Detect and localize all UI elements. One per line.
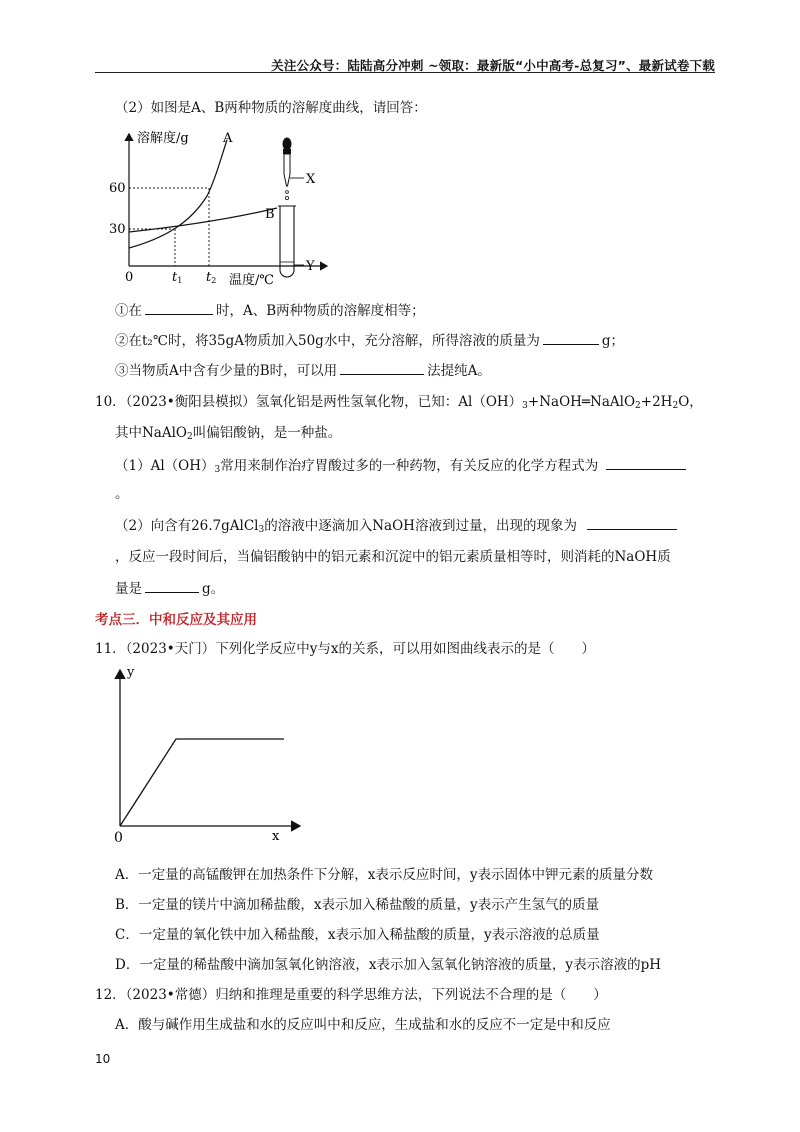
graph-xlabel: x (272, 829, 280, 844)
graph-origin: 0 (114, 830, 123, 846)
page-header: 关注公众号：陆陆高分冲刺 ~领取：最新版“小中高考-总复习”、最新试卷下载 (271, 58, 715, 73)
q12-option-a: A．酸与碱作用生成盐和水的反应叫中和反应，生成盐和水的反应不一定是中和反应 (115, 1017, 611, 1033)
q11-graph (100, 660, 310, 850)
graph-line (120, 739, 284, 826)
dropper-tube (284, 154, 290, 186)
answer-blank[interactable] (543, 332, 599, 345)
q11-option-d: D．一定量的稀盐酸中滴加氢氧化钠溶液，x表示加入氢氧化钠溶液的质量，y表示溶液的pH (115, 957, 661, 973)
dropper-apparatus (270, 134, 330, 284)
label-y: Y (306, 259, 315, 274)
dropper-neck (283, 149, 291, 154)
label-x: X (306, 172, 316, 187)
y-tick-30: 30 (109, 222, 126, 237)
q11-option-a: A．一定量的高锰酸钾在加热条件下分解，x表示反应时间，y表示固体中钾元素的质量分数 (115, 867, 653, 883)
x-tick-t1: t1 (172, 270, 183, 285)
answer-blank[interactable] (145, 580, 199, 593)
q9-sub3: ③当物质A中含有少量的B时，可以用 法提纯A。 (115, 363, 491, 379)
q10-part1-end: 。 (115, 486, 129, 502)
curve-b (129, 208, 277, 232)
q11-stem: 11．（2023•天门）下列化学反应中y与x的关系，可以用如图曲线表示的是（ ） (95, 641, 595, 657)
answer-blank[interactable] (606, 457, 686, 470)
curve-a (129, 140, 227, 248)
header-rule (95, 72, 715, 73)
page-number: 10 (95, 1052, 111, 1066)
drop (286, 191, 289, 194)
answer-blank[interactable] (145, 302, 213, 315)
curve-a-label: A (223, 131, 233, 146)
answer-blank[interactable] (587, 517, 677, 530)
curve-b-label: B (265, 207, 275, 222)
drop (285, 196, 288, 199)
q11-option-b: B．一定量的镁片中滴加稀盐酸，x表示加入稀盐酸的质量，y表示产生氢气的质量 (115, 897, 600, 913)
q11-option-c: C．一定量的氧化铁中加入稀盐酸，x表示加入稀盐酸的质量，y表示溶液的总质量 (115, 927, 600, 943)
q10-part2: （2）向含有26.7gAlCl$_3$的溶液中逐滴加入NaOH溶液到过量，出现的现象为 (115, 517, 680, 535)
chart-xlabel: 温度/℃ (229, 273, 274, 288)
answer-blank[interactable] (340, 362, 424, 375)
q10-part2-line2: ，反应一段时间后，当偏铝酸钠中的铝元素和沉淀中的铝元素质量相等时，则消耗的NaOH质 (115, 549, 671, 565)
x-tick-t2: t2 (206, 270, 217, 285)
origin-label: 0 (125, 270, 134, 285)
q10-part2-line3: 量是 g。 (115, 581, 225, 597)
q10-stem-line2: 其中NaAlO$_2$叫偏铝酸钠，是一种盐。 (115, 425, 342, 442)
q9-sub2: ②在t₂℃时，将35gA物质加入50g水中，充分溶解，所得溶液的质量为 g； (115, 333, 624, 349)
graph-ylabel: y (127, 665, 135, 680)
q10-part1: $(1)Al(OH)_3$常用来制作治疗胃酸过多的一种药物，有关反应的化学方程式为 (115, 457, 689, 475)
y-tick-60: 60 (109, 181, 126, 196)
test-tube (280, 206, 294, 277)
section-title: 考点三．中和反应及其应用 (95, 612, 257, 628)
q9-part2-intro: （2）如图是A、B两种物质的溶解度曲线，请回答： (115, 100, 427, 116)
chart-ylabel: 溶解度/g (137, 131, 189, 146)
dropper-bulb (283, 138, 292, 151)
q12-stem: 12．（2023•常德）归纳和推理是重要的科学思维方法，下列说法不合理的是（ ） (95, 987, 607, 1003)
q10-stem: 10．（2023•衡阳县模拟）氢氧化铝是两性氢氧化物，已知：$Al(OH)_3+NaOH═NaAlO_2+2H_2O$， (95, 394, 703, 411)
q9-sub1: ①在 时，A、B两种物质的溶解度相等； (115, 303, 425, 319)
